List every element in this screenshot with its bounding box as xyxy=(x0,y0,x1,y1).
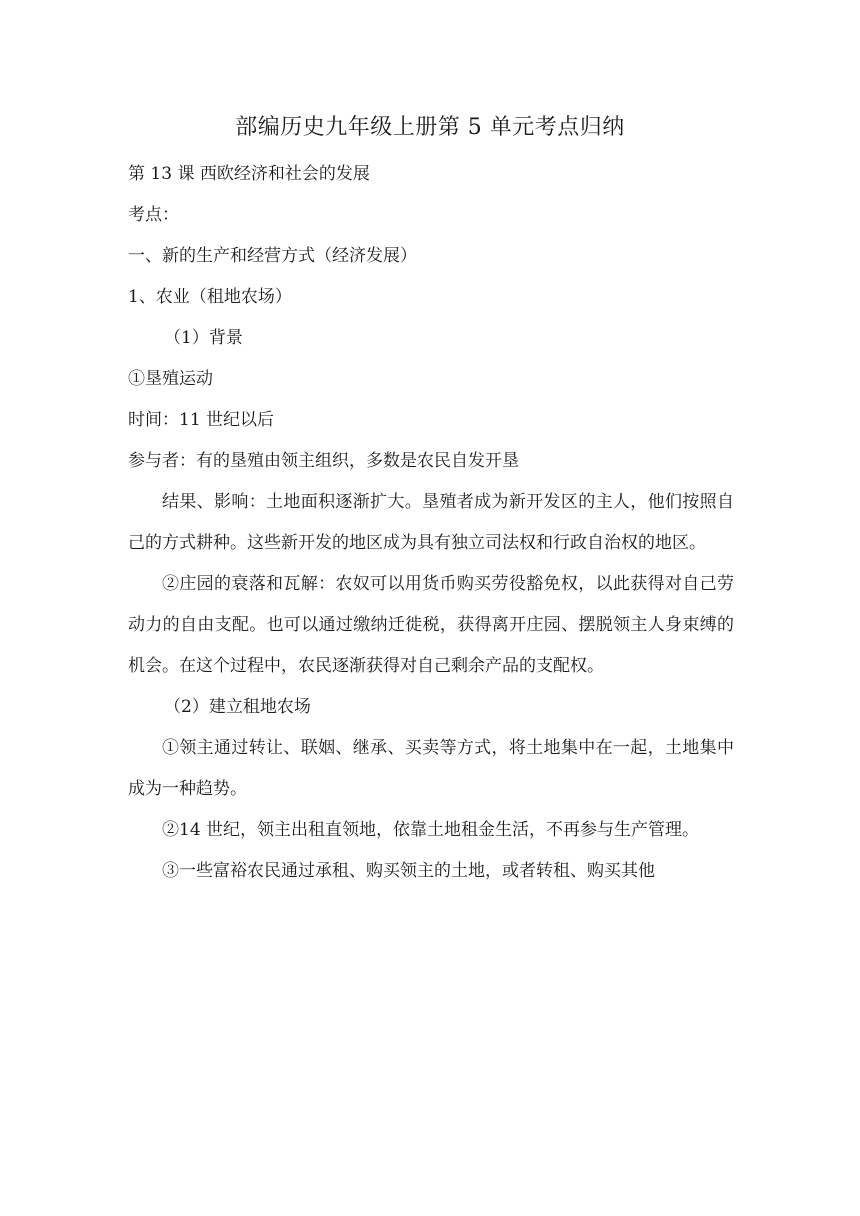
paragraph: ②庄园的衰落和瓦解：农奴可以用货币购买劳役豁免权，以此获得对自己劳动力的自由支配。也可以通过缴纳迁徙税，获得离开庄园、摆脱领主人身束缚的机会。在这个过程中，农民逐渐获得对自己剩余产品的支配权。 xyxy=(128,574,734,676)
paragraph: ②14 世纪，领主出租直领地，依靠土地租金生活，不再参与生产管理。 xyxy=(162,820,700,840)
point-heading: （2）建立租地农场 xyxy=(164,697,311,717)
paragraph: 结果、影响：土地面积逐渐扩大。垦殖者成为新开发区的主人，他们按照自己的方式耕种。这些新开发的地区成为具有独立司法权和行政自治权的地区。 xyxy=(128,492,734,553)
document-title: 部编历史九年级上册第 5 单元考点归纳 xyxy=(235,115,625,140)
subsection-heading: 1、农业（租地农场） xyxy=(128,287,292,307)
section-heading: 一、新的生产和经营方式（经济发展） xyxy=(128,246,417,266)
section-label: 考点： xyxy=(128,205,179,225)
paragraph: 参与者：有的垦殖由领主组织，多数是农民自发开垦 xyxy=(128,451,519,471)
lesson-heading: 第 13 课 西欧经济和社会的发展 xyxy=(128,164,370,184)
point-heading: （1）背景 xyxy=(164,328,243,348)
point-item: ①垦殖运动 xyxy=(128,369,213,389)
document-body xyxy=(128,154,734,892)
paragraph: ①领主通过转让、联姻、继承、买卖等方式，将土地集中在一起，土地集中成为一种趋势。 xyxy=(128,738,734,799)
paragraph: 时间：11 世纪以后 xyxy=(128,410,275,430)
paragraph: ③一些富裕农民通过承租、购买领主的土地，或者转租、购买其他 xyxy=(162,861,655,881)
